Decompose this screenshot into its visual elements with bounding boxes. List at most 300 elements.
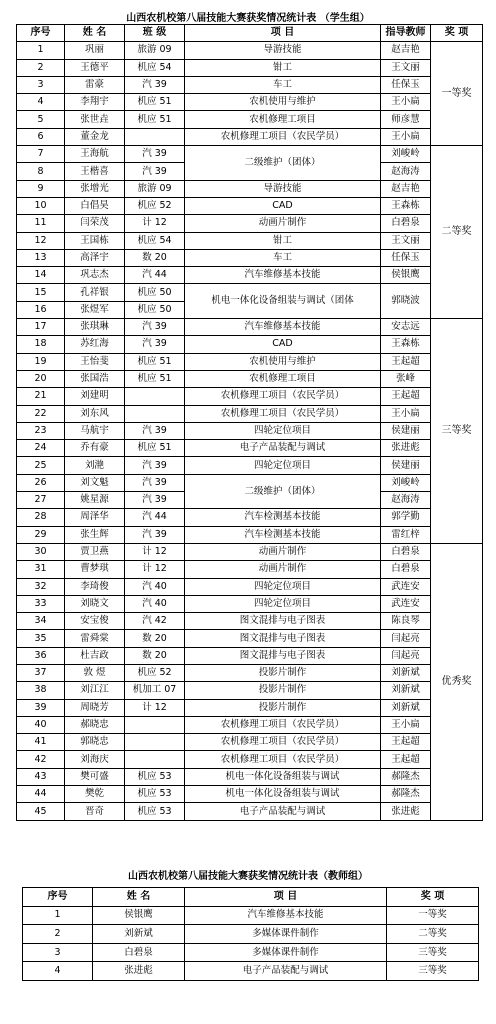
table-row bbox=[17, 509, 483, 526]
project-name: 车工 bbox=[185, 249, 381, 266]
project-name: CAD bbox=[185, 336, 381, 353]
row-number: 4 bbox=[17, 94, 65, 111]
student-name: 刘江江 bbox=[65, 682, 125, 699]
student-class: 汽 39 bbox=[125, 474, 185, 491]
instructor-name: 刘峻岭 bbox=[381, 146, 431, 163]
project-name: 农机修理工项目（农民学员） bbox=[185, 716, 381, 733]
instructor-name: 王小扁 bbox=[381, 716, 431, 733]
student-name: 樊乾 bbox=[65, 786, 125, 803]
instructor-name: 王起超 bbox=[381, 751, 431, 768]
student-name: 刘晓文 bbox=[65, 595, 125, 612]
student-class: 机应 53 bbox=[125, 768, 185, 785]
instructor-name: 任保玉 bbox=[381, 249, 431, 266]
teacher-name: 侯银鹰 bbox=[93, 906, 185, 925]
instructor-name: 王森栋 bbox=[381, 197, 431, 214]
student-name: 姚星源 bbox=[65, 492, 125, 509]
student-name: 巩志杰 bbox=[65, 267, 125, 284]
instructor-name: 王文丽 bbox=[381, 232, 431, 249]
table-row bbox=[17, 734, 483, 751]
table-row bbox=[17, 215, 483, 232]
row-number: 45 bbox=[17, 803, 65, 820]
instructor-name: 赵吉艳 bbox=[381, 42, 431, 59]
row-number: 6 bbox=[17, 128, 65, 145]
project-name: 导游技能 bbox=[185, 180, 381, 197]
instructor-name: 王起超 bbox=[381, 388, 431, 405]
instructor-name: 刘新斌 bbox=[381, 699, 431, 716]
teacher-header-project: 项 目 bbox=[185, 888, 387, 907]
table-row bbox=[23, 906, 479, 925]
student-name: 李琦俊 bbox=[65, 578, 125, 595]
students-table-body bbox=[17, 42, 483, 820]
table-row bbox=[17, 803, 483, 820]
row-number: 36 bbox=[17, 647, 65, 664]
student-class: 机应 51 bbox=[125, 370, 185, 387]
instructor-name: 武连安 bbox=[381, 578, 431, 595]
student-class: 汽 39 bbox=[125, 492, 185, 509]
instructor-name: 张进彪 bbox=[381, 803, 431, 820]
project-name: 汽车检测基本技能 bbox=[185, 526, 381, 543]
header-no: 序号 bbox=[17, 25, 65, 42]
student-class: 计 12 bbox=[125, 561, 185, 578]
student-class: 机应 51 bbox=[125, 111, 185, 128]
project-name: 图文混排与电子图表 bbox=[185, 613, 381, 630]
table-row bbox=[23, 962, 479, 981]
student-class: 汽 39 bbox=[125, 526, 185, 543]
row-number: 40 bbox=[17, 716, 65, 733]
table-row bbox=[17, 249, 483, 266]
table-row bbox=[17, 768, 483, 785]
row-number: 28 bbox=[17, 509, 65, 526]
project-name: 农机修理工项目（农民学员） bbox=[185, 734, 381, 751]
table-row bbox=[17, 370, 483, 387]
student-name: 周晓芳 bbox=[65, 699, 125, 716]
project-name: 四轮定位项目 bbox=[185, 578, 381, 595]
table-row bbox=[17, 664, 483, 681]
project-name: 机电一体化设备组装与调试 bbox=[185, 768, 381, 785]
project-name: 二级维护（团体） bbox=[185, 474, 381, 509]
row-number: 15 bbox=[17, 284, 65, 301]
project-name: 汽车检测基本技能 bbox=[185, 509, 381, 526]
row-number: 34 bbox=[17, 613, 65, 630]
award-level: 三等奖 bbox=[387, 943, 479, 962]
table-row bbox=[17, 595, 483, 612]
project-name: 投影片制作 bbox=[185, 664, 381, 681]
instructor-name: 武连安 bbox=[381, 595, 431, 612]
row-number: 17 bbox=[17, 319, 65, 336]
teacher-name: 张进彪 bbox=[93, 962, 185, 981]
table-row bbox=[17, 405, 483, 422]
student-name: 巩丽 bbox=[65, 42, 125, 59]
instructor-name: 郭学勤 bbox=[381, 509, 431, 526]
student-name: 乔有豪 bbox=[65, 440, 125, 457]
project-name: 多媒体课件制作 bbox=[185, 925, 387, 944]
student-name: 张世垚 bbox=[65, 111, 125, 128]
project-name: 动画片制作 bbox=[185, 543, 381, 560]
student-class: 汽 39 bbox=[125, 422, 185, 439]
row-number: 4 bbox=[23, 962, 93, 981]
student-name: 王楷喜 bbox=[65, 163, 125, 180]
teacher-header-no: 序号 bbox=[23, 888, 93, 907]
row-number: 37 bbox=[17, 664, 65, 681]
student-name: 敦 煜 bbox=[65, 664, 125, 681]
student-class: 数 20 bbox=[125, 249, 185, 266]
students-award-table bbox=[16, 24, 483, 821]
row-number: 20 bbox=[17, 370, 65, 387]
table-row bbox=[17, 699, 483, 716]
table-row bbox=[17, 474, 483, 491]
row-number: 2 bbox=[23, 925, 93, 944]
instructor-name: 安志远 bbox=[381, 319, 431, 336]
instructor-name: 赵吉艳 bbox=[381, 180, 431, 197]
row-number: 41 bbox=[17, 734, 65, 751]
instructor-name: 白碧泉 bbox=[381, 543, 431, 560]
student-class: 数 20 bbox=[125, 630, 185, 647]
teacher-name: 白碧泉 bbox=[93, 943, 185, 962]
student-class bbox=[125, 751, 185, 768]
teacher-header-award: 奖 项 bbox=[387, 888, 479, 907]
student-class: 机加工 07 bbox=[125, 682, 185, 699]
student-name: 安宝俊 bbox=[65, 613, 125, 630]
student-class bbox=[125, 405, 185, 422]
table-row bbox=[17, 751, 483, 768]
student-name: 王德平 bbox=[65, 59, 125, 76]
row-number: 8 bbox=[17, 163, 65, 180]
row-number: 1 bbox=[23, 906, 93, 925]
row-number: 44 bbox=[17, 786, 65, 803]
student-class bbox=[125, 388, 185, 405]
student-name: 张生辉 bbox=[65, 526, 125, 543]
row-number: 35 bbox=[17, 630, 65, 647]
row-number: 42 bbox=[17, 751, 65, 768]
student-class: 机应 53 bbox=[125, 803, 185, 820]
project-name: 农机使用与维护 bbox=[185, 94, 381, 111]
award-level: 一等奖 bbox=[387, 906, 479, 925]
table-row bbox=[23, 943, 479, 962]
row-number: 26 bbox=[17, 474, 65, 491]
table-row bbox=[17, 353, 483, 370]
row-number: 13 bbox=[17, 249, 65, 266]
instructor-name: 侯银鹰 bbox=[381, 267, 431, 284]
student-class: 汽 42 bbox=[125, 613, 185, 630]
student-name: 闫荣茂 bbox=[65, 215, 125, 232]
student-class: 机应 54 bbox=[125, 232, 185, 249]
row-number: 33 bbox=[17, 595, 65, 612]
teachers-header-row bbox=[23, 888, 479, 907]
instructor-name: 刘新斌 bbox=[381, 682, 431, 699]
student-name: 曹梦琪 bbox=[65, 561, 125, 578]
instructor-name: 赵海涛 bbox=[381, 163, 431, 180]
instructor-name: 雷红梓 bbox=[381, 526, 431, 543]
row-number: 39 bbox=[17, 699, 65, 716]
row-number: 38 bbox=[17, 682, 65, 699]
project-name: 农机修理工项目 bbox=[185, 111, 381, 128]
row-number: 14 bbox=[17, 267, 65, 284]
student-name: 晋奇 bbox=[65, 803, 125, 820]
table-row bbox=[17, 578, 483, 595]
student-class bbox=[125, 716, 185, 733]
table-row bbox=[17, 647, 483, 664]
project-name: 投影片制作 bbox=[185, 699, 381, 716]
instructor-name: 王小扁 bbox=[381, 405, 431, 422]
project-name: 四轮定位项目 bbox=[185, 457, 381, 474]
project-name: 四轮定位项目 bbox=[185, 422, 381, 439]
table-row bbox=[17, 716, 483, 733]
table-row bbox=[17, 76, 483, 93]
student-class: 汽 40 bbox=[125, 595, 185, 612]
student-name: 刘东风 bbox=[65, 405, 125, 422]
student-name: 雷豪 bbox=[65, 76, 125, 93]
table-row bbox=[17, 786, 483, 803]
row-number: 7 bbox=[17, 146, 65, 163]
student-name: 白倡昊 bbox=[65, 197, 125, 214]
project-name: 农机使用与维护 bbox=[185, 353, 381, 370]
instructor-name: 王小扁 bbox=[381, 128, 431, 145]
project-name: 动画片制作 bbox=[185, 561, 381, 578]
instructor-name: 王小扁 bbox=[381, 94, 431, 111]
teachers-table-body bbox=[23, 906, 479, 980]
project-name: 电子产品装配与调试 bbox=[185, 803, 381, 820]
award-level: 二等奖 bbox=[387, 925, 479, 944]
student-class: 机应 50 bbox=[125, 284, 185, 301]
row-number: 3 bbox=[17, 76, 65, 93]
instructor-name: 刘新斌 bbox=[381, 664, 431, 681]
table-row bbox=[17, 613, 483, 630]
student-name: 郭晓忠 bbox=[65, 734, 125, 751]
student-class: 计 12 bbox=[125, 543, 185, 560]
project-name: 农机修理工项目（农民学员） bbox=[185, 751, 381, 768]
row-number: 5 bbox=[17, 111, 65, 128]
instructor-name: 王起超 bbox=[381, 353, 431, 370]
student-class: 机应 50 bbox=[125, 301, 185, 318]
header-project: 项 目 bbox=[185, 25, 381, 42]
table-row bbox=[17, 440, 483, 457]
row-number: 24 bbox=[17, 440, 65, 457]
project-name: 投影片制作 bbox=[185, 682, 381, 699]
teacher-header-name: 姓 名 bbox=[93, 888, 185, 907]
student-class bbox=[125, 128, 185, 145]
table-row bbox=[17, 180, 483, 197]
project-name: CAD bbox=[185, 197, 381, 214]
project-name: 汽车维修基本技能 bbox=[185, 267, 381, 284]
student-name: 张增光 bbox=[65, 180, 125, 197]
row-number: 30 bbox=[17, 543, 65, 560]
table-row bbox=[17, 543, 483, 560]
student-name: 张琪琳 bbox=[65, 319, 125, 336]
table-row bbox=[17, 422, 483, 439]
instructor-name: 闫起亮 bbox=[381, 647, 431, 664]
table-row bbox=[17, 682, 483, 699]
student-name: 马航宇 bbox=[65, 422, 125, 439]
instructor-name: 陈良琴 bbox=[381, 613, 431, 630]
row-number: 12 bbox=[17, 232, 65, 249]
table-row bbox=[17, 319, 483, 336]
student-class: 汽 39 bbox=[125, 336, 185, 353]
project-name: 农机修理工项目（农民学员） bbox=[185, 128, 381, 145]
table-row bbox=[17, 232, 483, 249]
row-number: 9 bbox=[17, 180, 65, 197]
instructor-name: 王文丽 bbox=[381, 59, 431, 76]
row-number: 29 bbox=[17, 526, 65, 543]
project-name: 电子产品装配与调试 bbox=[185, 440, 381, 457]
student-name: 郝晓忠 bbox=[65, 716, 125, 733]
row-number: 10 bbox=[17, 197, 65, 214]
table-row bbox=[17, 59, 483, 76]
row-number: 25 bbox=[17, 457, 65, 474]
student-name: 周泽华 bbox=[65, 509, 125, 526]
table-row bbox=[17, 336, 483, 353]
row-number: 43 bbox=[17, 768, 65, 785]
project-name: 汽车维修基本技能 bbox=[185, 319, 381, 336]
row-number: 23 bbox=[17, 422, 65, 439]
table-row bbox=[17, 284, 483, 301]
instructor-name: 白碧泉 bbox=[381, 215, 431, 232]
student-name: 刘建明 bbox=[65, 388, 125, 405]
student-class: 机应 53 bbox=[125, 786, 185, 803]
table-row bbox=[17, 111, 483, 128]
instructor-name: 侯建丽 bbox=[381, 422, 431, 439]
students-header-row bbox=[17, 25, 483, 42]
header-name: 姓 名 bbox=[65, 25, 125, 42]
table-row bbox=[17, 94, 483, 111]
row-number: 16 bbox=[17, 301, 65, 318]
student-class: 汽 44 bbox=[125, 509, 185, 526]
student-class: 汽 44 bbox=[125, 267, 185, 284]
header-award: 奖 项 bbox=[431, 25, 483, 42]
student-class: 计 12 bbox=[125, 215, 185, 232]
student-class: 汽 39 bbox=[125, 146, 185, 163]
project-name: 机电一体化设备组装与调试（团体 bbox=[185, 284, 381, 319]
student-name: 王海航 bbox=[65, 146, 125, 163]
table-row bbox=[17, 42, 483, 59]
project-name: 农机修理工项目（农民学员） bbox=[185, 388, 381, 405]
student-class: 机应 52 bbox=[125, 664, 185, 681]
student-class: 机应 54 bbox=[125, 59, 185, 76]
row-number: 27 bbox=[17, 492, 65, 509]
instructor-name: 刘峻岭 bbox=[381, 474, 431, 491]
row-number: 2 bbox=[17, 59, 65, 76]
award-level: 一等奖 bbox=[431, 42, 483, 146]
student-name: 樊可盛 bbox=[65, 768, 125, 785]
table-row bbox=[23, 925, 479, 944]
instructor-name: 闫起亮 bbox=[381, 630, 431, 647]
students-table-title: 山西农机校第八届技能大赛获奖情况统计表 （学生组） bbox=[126, 13, 370, 24]
instructor-name: 赵海涛 bbox=[381, 492, 431, 509]
header-class: 班 级 bbox=[125, 25, 185, 42]
student-name: 杜吉政 bbox=[65, 647, 125, 664]
student-class: 汽 40 bbox=[125, 578, 185, 595]
student-class: 汽 39 bbox=[125, 457, 185, 474]
table-row bbox=[17, 630, 483, 647]
instructor-name: 王森栋 bbox=[381, 336, 431, 353]
award-level: 三等奖 bbox=[387, 962, 479, 981]
table-row bbox=[17, 388, 483, 405]
instructor-name: 王起超 bbox=[381, 734, 431, 751]
row-number: 32 bbox=[17, 578, 65, 595]
student-name: 刘滟 bbox=[65, 457, 125, 474]
row-number: 19 bbox=[17, 353, 65, 370]
student-class: 汽 39 bbox=[125, 319, 185, 336]
student-name: 李翔宇 bbox=[65, 94, 125, 111]
instructor-name: 张进彪 bbox=[381, 440, 431, 457]
project-name: 农机修理工项目（农民学员） bbox=[185, 405, 381, 422]
student-name: 张国浩 bbox=[65, 370, 125, 387]
row-number: 21 bbox=[17, 388, 65, 405]
student-name: 刘海庆 bbox=[65, 751, 125, 768]
student-class: 机应 51 bbox=[125, 94, 185, 111]
project-name: 机电一体化设备组装与调试 bbox=[185, 786, 381, 803]
table-row bbox=[17, 561, 483, 578]
teachers-award-table bbox=[22, 887, 479, 981]
student-class: 机应 51 bbox=[125, 353, 185, 370]
instructor-name: 郭晓波 bbox=[381, 284, 431, 319]
project-name: 导游技能 bbox=[185, 42, 381, 59]
instructor-name: 郝隆杰 bbox=[381, 786, 431, 803]
student-name: 苏红海 bbox=[65, 336, 125, 353]
student-name: 董金龙 bbox=[65, 128, 125, 145]
student-class: 汽 39 bbox=[125, 76, 185, 93]
instructor-name: 侯建丽 bbox=[381, 457, 431, 474]
project-name: 电子产品装配与调试 bbox=[185, 962, 387, 981]
student-name: 王国栋 bbox=[65, 232, 125, 249]
row-number: 3 bbox=[23, 943, 93, 962]
project-name: 车工 bbox=[185, 76, 381, 93]
student-class: 数 20 bbox=[125, 647, 185, 664]
student-class: 汽 39 bbox=[125, 163, 185, 180]
student-name: 王怡斐 bbox=[65, 353, 125, 370]
table-row bbox=[17, 146, 483, 163]
student-name: 雷舜棠 bbox=[65, 630, 125, 647]
student-class: 旅游 09 bbox=[125, 180, 185, 197]
instructor-name: 师彦慧 bbox=[381, 111, 431, 128]
project-name: 钳工 bbox=[185, 232, 381, 249]
project-name: 二级维护（团体） bbox=[185, 146, 381, 181]
project-name: 汽车维修基本技能 bbox=[185, 906, 387, 925]
student-class: 计 12 bbox=[125, 699, 185, 716]
student-class: 旅游 09 bbox=[125, 42, 185, 59]
table-row bbox=[17, 267, 483, 284]
teacher-name: 刘新斌 bbox=[93, 925, 185, 944]
project-name: 动画片制作 bbox=[185, 215, 381, 232]
student-name: 高泽宇 bbox=[65, 249, 125, 266]
student-name: 贾卫燕 bbox=[65, 543, 125, 560]
table-row bbox=[17, 128, 483, 145]
project-name: 钳工 bbox=[185, 59, 381, 76]
row-number: 18 bbox=[17, 336, 65, 353]
project-name: 图文混排与电子图表 bbox=[185, 630, 381, 647]
award-level: 优秀奖 bbox=[431, 543, 483, 820]
award-level: 二等奖 bbox=[431, 146, 483, 319]
row-number: 31 bbox=[17, 561, 65, 578]
table-row bbox=[17, 457, 483, 474]
project-name: 图文混排与电子图表 bbox=[185, 647, 381, 664]
instructor-name: 张峰 bbox=[381, 370, 431, 387]
student-name: 刘文魁 bbox=[65, 474, 125, 491]
project-name: 多媒体课件制作 bbox=[185, 943, 387, 962]
project-name: 农机修理工项目 bbox=[185, 370, 381, 387]
student-class bbox=[125, 734, 185, 751]
table-row bbox=[17, 526, 483, 543]
award-level: 三等奖 bbox=[431, 319, 483, 544]
row-number: 11 bbox=[17, 215, 65, 232]
student-name: 张煜军 bbox=[65, 301, 125, 318]
student-class: 机应 52 bbox=[125, 197, 185, 214]
instructor-name: 郝隆杰 bbox=[381, 768, 431, 785]
header-teacher: 指导教师 bbox=[381, 25, 431, 42]
instructor-name: 白碧泉 bbox=[381, 561, 431, 578]
project-name: 四轮定位项目 bbox=[185, 595, 381, 612]
student-name: 孔祥银 bbox=[65, 284, 125, 301]
student-class: 机应 51 bbox=[125, 440, 185, 457]
